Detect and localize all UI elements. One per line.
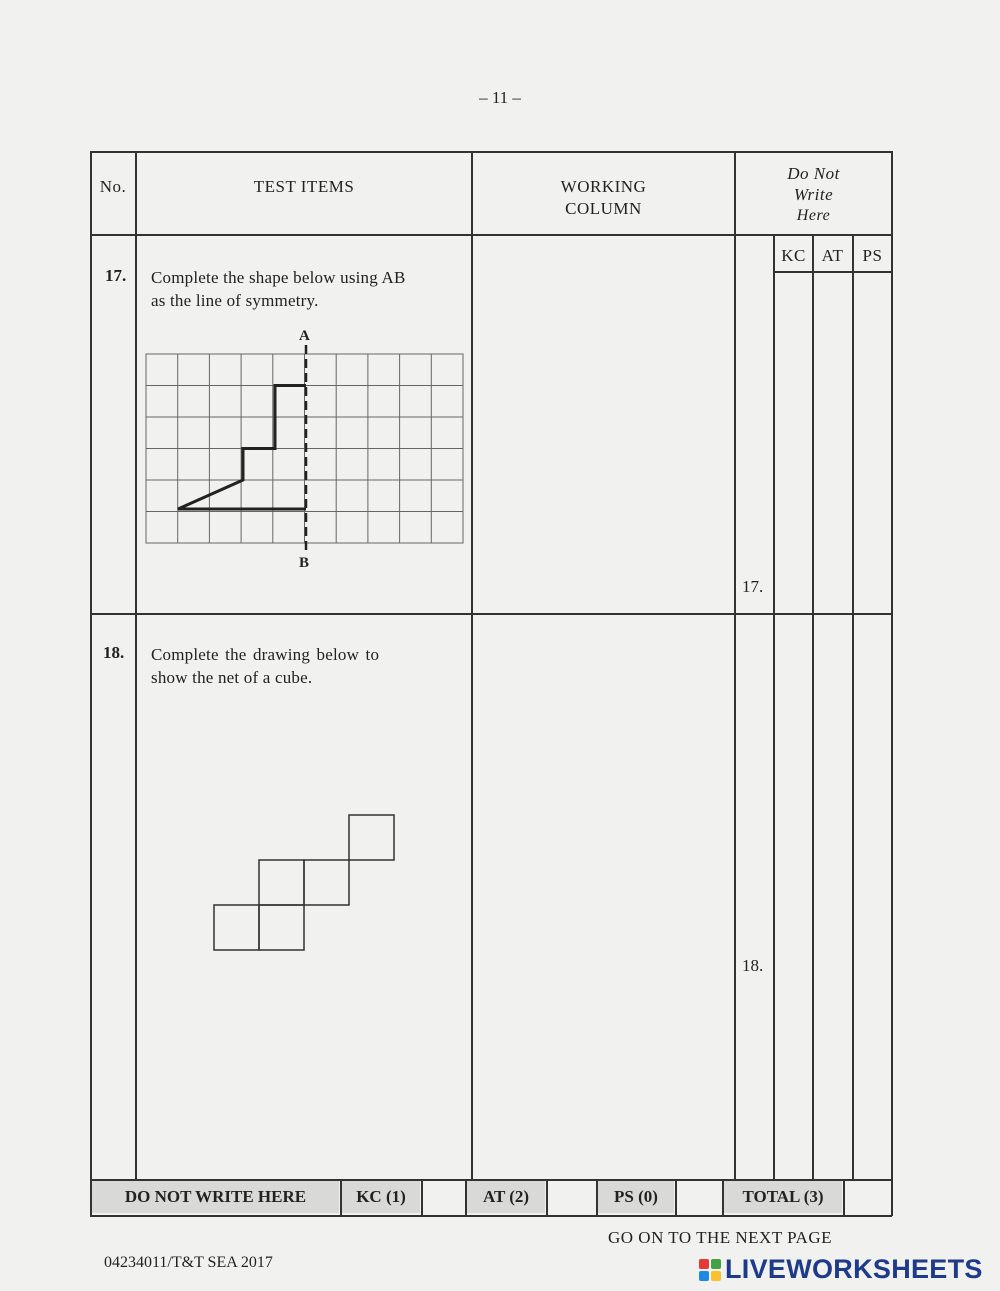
marks-header-ps: PS — [862, 246, 883, 265]
symmetry-label-a: A — [299, 328, 310, 344]
header-do-not-write-line2: Write — [793, 185, 834, 204]
marks-header-at: AT — [821, 246, 844, 265]
question-17-text-line2: as the line of symmetry. — [151, 291, 319, 310]
footer-do-not-write: DO NOT WRITE HERE — [92, 1181, 339, 1213]
page-number: – 11 – — [479, 88, 521, 107]
liveworksheets-name: LIVEWORKSHEETS — [725, 1254, 983, 1284]
header-do-not-write-line3: Here — [796, 207, 831, 224]
footer-total: TOTAL (3) — [724, 1181, 842, 1213]
header-no: No. — [99, 177, 127, 196]
header-do-not-write-line1: Do Not — [787, 164, 840, 183]
question-17-text-line1: Complete the shape below using AB — [151, 268, 406, 287]
liveworksheets-logo[interactable] — [699, 1254, 983, 1285]
question-18-number: 18. — [103, 643, 125, 662]
header-working-column-line2: COLUMN — [565, 199, 642, 218]
mark-label-18: 18. — [742, 956, 764, 975]
marks-header-kc: KC — [781, 246, 806, 265]
go-on-next-page: GO ON TO THE NEXT PAGE — [608, 1228, 832, 1247]
footer-at: AT (2) — [467, 1181, 545, 1213]
symmetry-grid-diagram[interactable] — [140, 345, 475, 555]
exam-code: 04234011/T&T SEA 2017 — [104, 1254, 273, 1271]
question-18-text-line2: show the net of a cube. — [151, 668, 313, 687]
cube-net-diagram[interactable] — [210, 812, 400, 954]
mark-label-17: 17. — [742, 577, 764, 596]
question-18-text-line1: Complete the drawing below to — [151, 645, 380, 664]
footer-kc: KC (1) — [342, 1181, 420, 1213]
liveworksheets-icon — [699, 1259, 721, 1281]
symmetry-label-b: B — [299, 555, 310, 571]
question-17-number: 17. — [105, 266, 127, 285]
header-test-items: TEST ITEMS — [253, 177, 355, 196]
half-shape-outline — [178, 386, 306, 510]
footer-ps: PS (0) — [598, 1181, 674, 1213]
header-working-column-line1: WORKING — [560, 177, 647, 196]
